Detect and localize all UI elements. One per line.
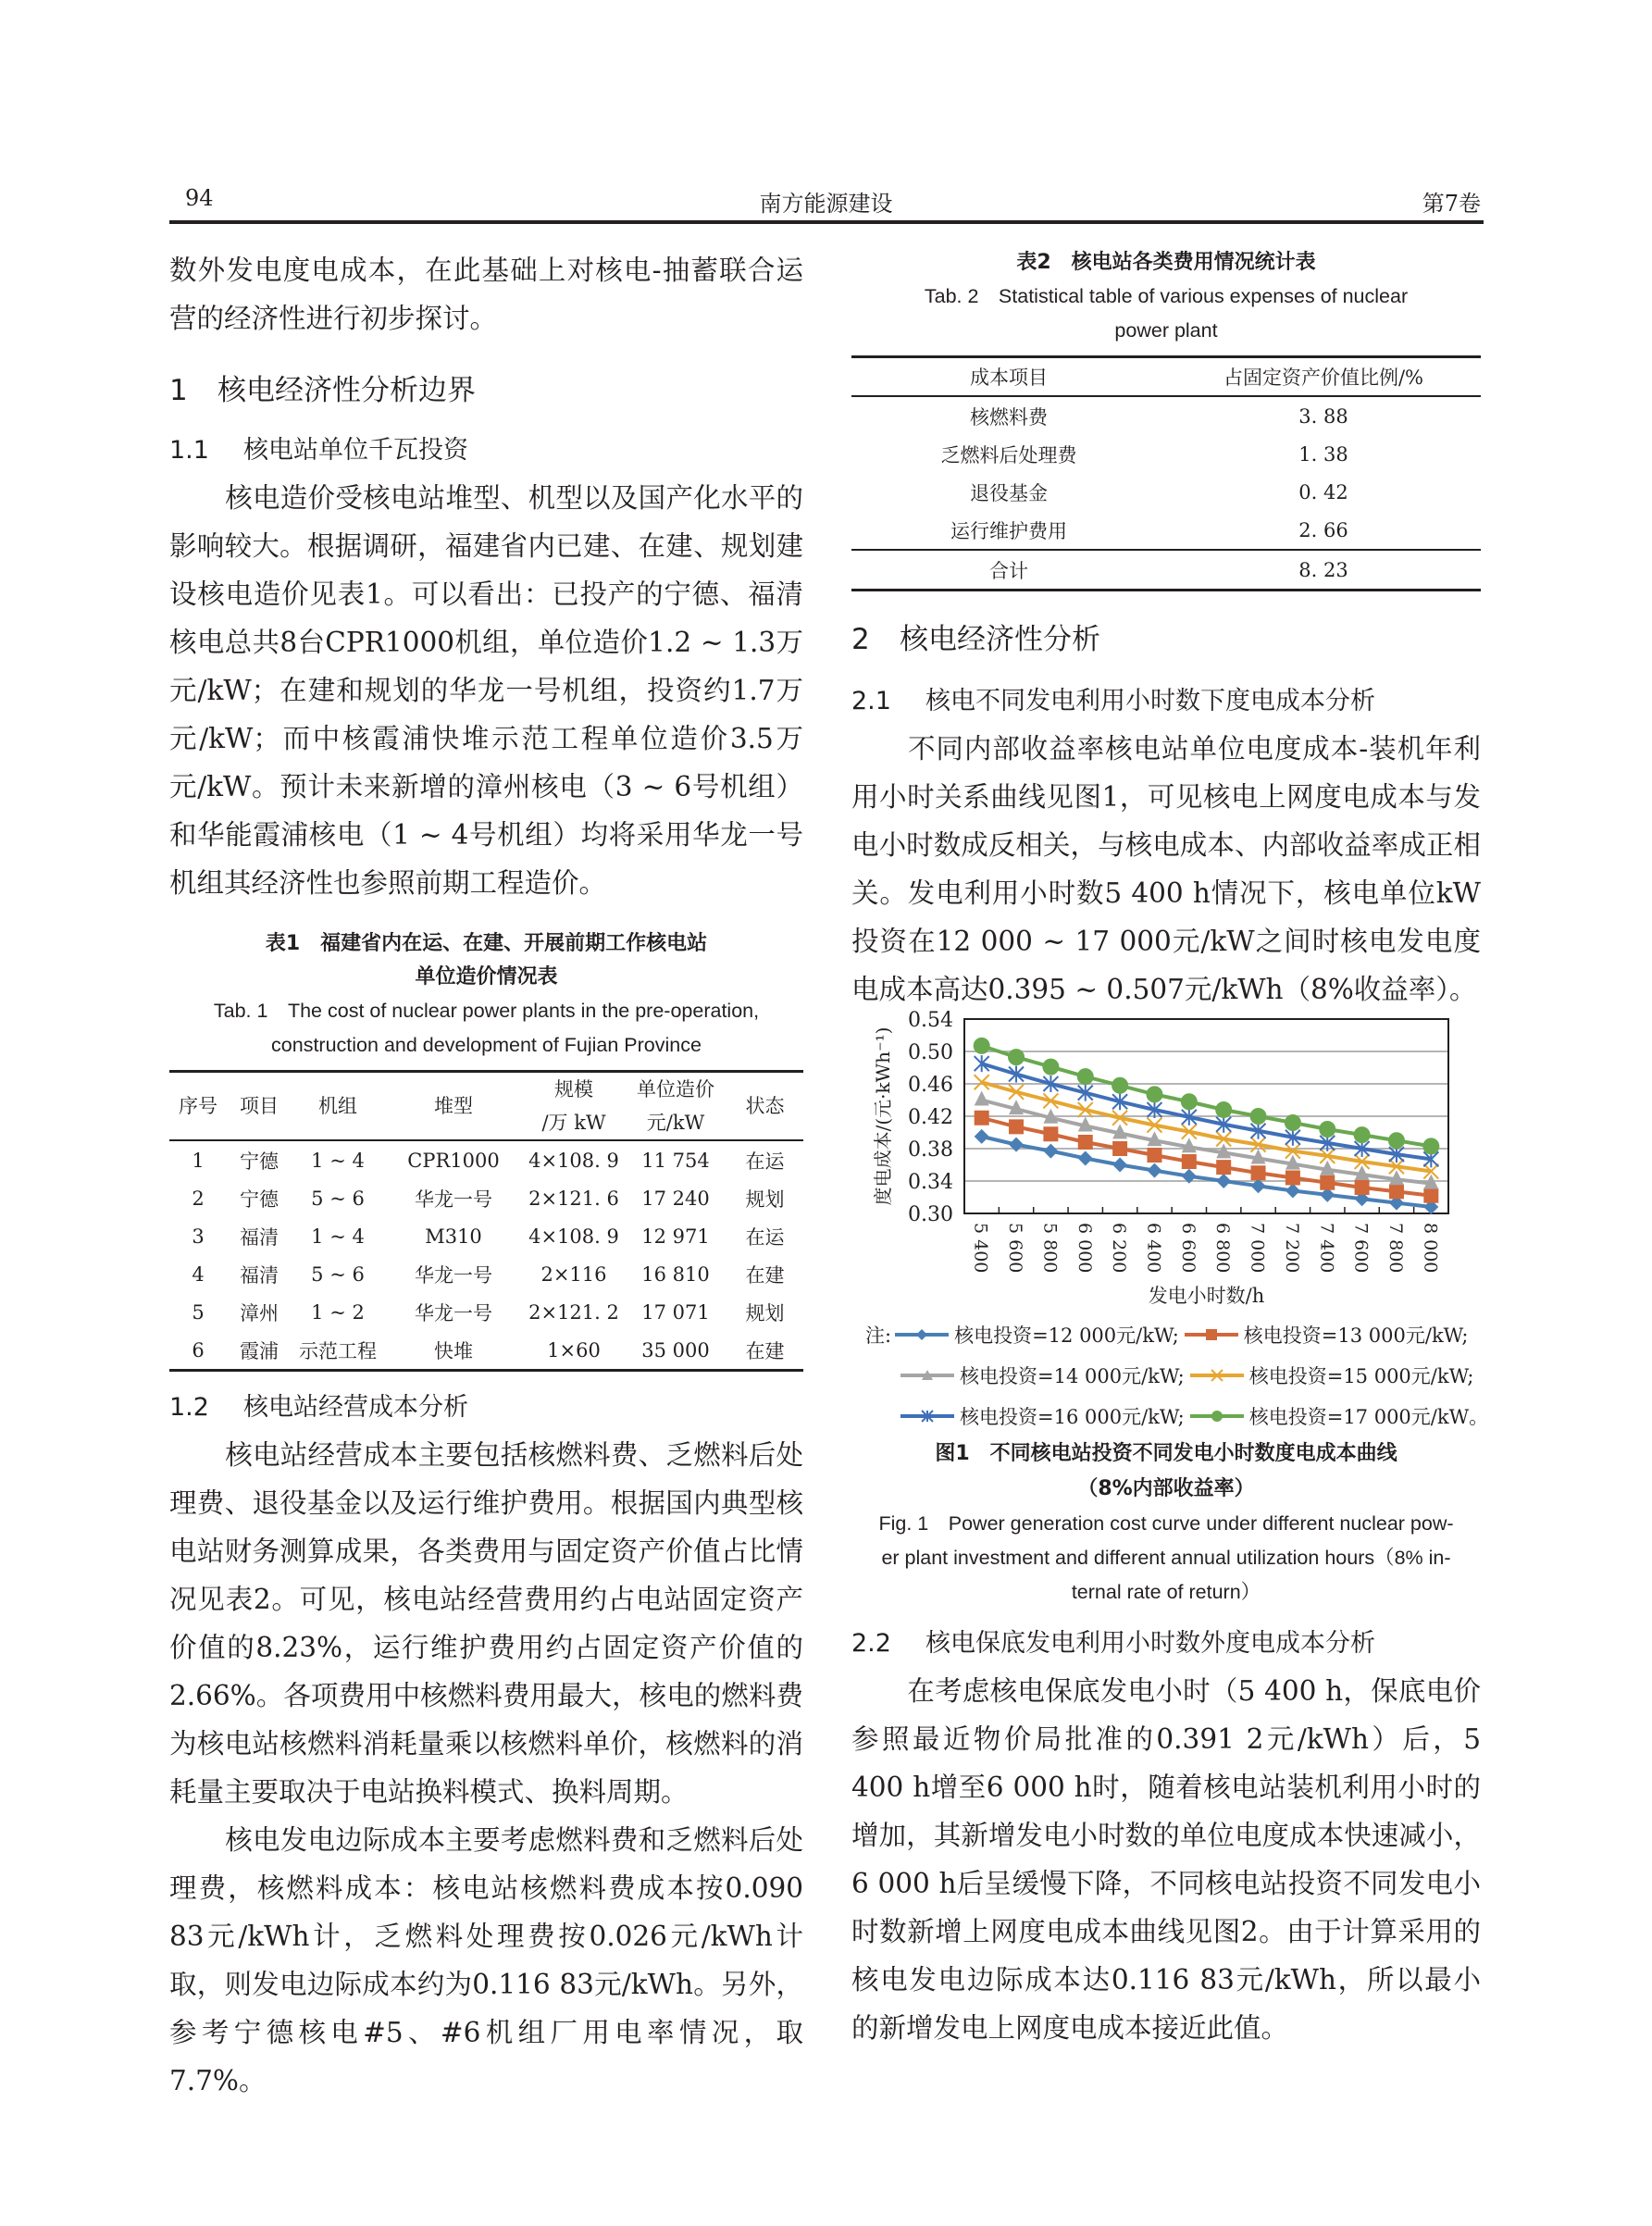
section-title: 核电保底发电利用小时数外度电成本分析 bbox=[925, 1629, 1375, 1658]
cell-units: 5 ~ 6 bbox=[311, 1262, 365, 1286]
table2-caption-en-line1: Tab. 2 Statistical table of various expenses of nuclear bbox=[924, 285, 1409, 307]
cell-ratio: 1. 38 bbox=[1298, 442, 1348, 466]
section-2-2-heading bbox=[851, 1621, 1481, 1667]
section-number: 1.2 bbox=[169, 1393, 209, 1422]
cell-ratio: 0. 42 bbox=[1298, 480, 1348, 504]
section-number: 2.1 bbox=[851, 687, 891, 715]
y-tick-label: 0.34 bbox=[908, 1171, 953, 1194]
cell-reactor: 快堆 bbox=[434, 1339, 473, 1362]
data-point bbox=[1077, 1068, 1094, 1085]
data-point bbox=[1251, 1165, 1266, 1180]
legend-label: 核电投资=16 000元/kW; bbox=[960, 1406, 1185, 1428]
cell-no: 2 bbox=[192, 1187, 205, 1210]
col-header-status: 状态 bbox=[727, 1072, 803, 1141]
line-chart bbox=[865, 1000, 1467, 1314]
x-tick-label: 6 600 bbox=[1177, 1223, 1199, 1274]
data-point bbox=[1147, 1148, 1161, 1163]
data-point bbox=[975, 1091, 989, 1106]
cell-no: 3 bbox=[192, 1225, 205, 1248]
data-point bbox=[1216, 1174, 1231, 1188]
x-tick-label: 6 400 bbox=[1143, 1223, 1164, 1274]
cell-project: 福清 bbox=[240, 1225, 279, 1249]
section-1-1-heading bbox=[169, 428, 803, 474]
data-point bbox=[1422, 1138, 1439, 1154]
table-row bbox=[851, 396, 1481, 435]
cell-units: 示范工程 bbox=[299, 1339, 377, 1362]
data-point bbox=[1354, 1126, 1371, 1143]
cell-units: 1 ~ 4 bbox=[311, 1225, 365, 1248]
y-tick-label: 0.30 bbox=[908, 1203, 953, 1226]
section-number: 2.2 bbox=[851, 1629, 891, 1658]
cell-project: 宁德 bbox=[240, 1188, 279, 1211]
cell-reactor: CPR1000 bbox=[407, 1149, 500, 1172]
figure1-caption-en-line2: er plant investment and different annual utilization hours（8% in- bbox=[881, 1547, 1451, 1569]
data-point bbox=[975, 1111, 989, 1125]
cell-item: 运行维护费用 bbox=[950, 519, 1067, 542]
x-tick-label: 5 800 bbox=[1039, 1223, 1061, 1274]
volume-label: 第7卷 bbox=[1422, 191, 1481, 217]
table1-caption-en-line1: Tab. 1 The cost of nuclear power plants in the pre-operation, bbox=[213, 1000, 760, 1022]
table-row bbox=[169, 1255, 803, 1293]
data-point bbox=[1423, 1188, 1438, 1203]
table-row bbox=[169, 1179, 803, 1217]
cell-scale: 4×108. 9 bbox=[528, 1149, 619, 1172]
cell-total-item: 合计 bbox=[851, 550, 1166, 591]
y-tick-label: 0.46 bbox=[908, 1074, 953, 1097]
table2-caption-en-line2: power plant bbox=[1114, 319, 1218, 342]
cell-ratio: 2. 66 bbox=[1298, 518, 1348, 541]
x-tick-label: 8 000 bbox=[1420, 1223, 1441, 1274]
cell-scale: 2×116 bbox=[540, 1262, 607, 1286]
y-tick-label: 0.42 bbox=[908, 1106, 953, 1129]
right-column-bottom bbox=[851, 1436, 1481, 2052]
header-line: /万 kW bbox=[541, 1112, 606, 1134]
data-point bbox=[1147, 1163, 1161, 1178]
cell-price: 35 000 bbox=[641, 1338, 710, 1362]
cell-reactor: 华龙一号 bbox=[415, 1263, 492, 1287]
data-point bbox=[1182, 1154, 1197, 1169]
figure1-caption-cn-line2: （8%内部收益率） bbox=[1077, 1477, 1255, 1500]
legend-swatch-square-icon bbox=[1183, 1325, 1240, 1344]
cell-price: 16 810 bbox=[641, 1262, 710, 1286]
cell-price: 17 240 bbox=[641, 1187, 710, 1210]
figure1-caption-en-line3: ternal rate of return） bbox=[1071, 1581, 1261, 1603]
header-rule bbox=[169, 220, 1484, 224]
legend-swatch-diamond-icon bbox=[893, 1325, 950, 1344]
data-point bbox=[1043, 1144, 1058, 1159]
page-number: 94 bbox=[185, 185, 214, 211]
paragraph-4 bbox=[851, 725, 1481, 1014]
y-tick-label: 0.50 bbox=[908, 1041, 953, 1064]
cell-reactor: M310 bbox=[425, 1225, 482, 1248]
x-tick-label: 7 800 bbox=[1385, 1223, 1406, 1274]
x-tick-label: 7 200 bbox=[1281, 1223, 1302, 1274]
x-tick-label: 6 800 bbox=[1212, 1223, 1234, 1274]
left-column bbox=[169, 246, 803, 2105]
header-line: 元/kW bbox=[646, 1112, 705, 1134]
section-title: 核电不同发电利用小时数下度电成本分析 bbox=[925, 687, 1375, 715]
section-2-heading bbox=[851, 612, 1481, 667]
cell-project: 漳州 bbox=[240, 1301, 279, 1324]
paragraph-text: 核电发电边际成本主要考虑燃料费和乏燃料后处理费，核燃料成本：核电站核燃料费成本按0.090 83元/kWh计，乏燃料处理费按0.026元/kWh计取，则发电边际成本约为0.116 83元/kWh。另外，参考宁德核电#5、#6机组厂用电率情况，取7.7%。 bbox=[169, 1824, 803, 2096]
table-row bbox=[169, 1140, 803, 1179]
section-number: 1 bbox=[169, 374, 188, 407]
cell-status: 规划 bbox=[745, 1301, 785, 1324]
data-point bbox=[1286, 1171, 1300, 1186]
figure1-caption-en-line1: Fig. 1 Power generation cost curve under different nuclear pow- bbox=[878, 1512, 1454, 1535]
intro-paragraph: 数外发电度电成本，在此基础上对核电-抽蓄联合运营的经济性进行初步探讨。 bbox=[169, 255, 803, 334]
legend-prefix: 注: bbox=[865, 1324, 892, 1347]
table-total-row bbox=[851, 550, 1481, 591]
data-point bbox=[1215, 1101, 1232, 1118]
section-title: 核电站单位千瓦投资 bbox=[243, 436, 468, 465]
cell-reactor: 华龙一号 bbox=[415, 1188, 492, 1211]
legend-item bbox=[899, 1362, 1185, 1389]
data-point bbox=[1078, 1151, 1093, 1166]
cell-ratio: 3. 88 bbox=[1298, 404, 1348, 428]
table-row bbox=[169, 1293, 803, 1331]
legend-swatch-x-icon bbox=[1188, 1366, 1246, 1385]
data-point bbox=[1078, 1135, 1093, 1150]
cell-project: 宁德 bbox=[240, 1150, 279, 1173]
legend-label: 核电投资=13 000元/kW; bbox=[1243, 1324, 1469, 1347]
data-point bbox=[1285, 1114, 1301, 1131]
col-header-ratio: 占固定资产价值比例/% bbox=[1166, 357, 1481, 397]
section-title: 核电经济性分析 bbox=[900, 623, 1100, 656]
header-line: 规模 bbox=[554, 1078, 593, 1101]
cell-no: 1 bbox=[192, 1149, 205, 1172]
col-header-price bbox=[625, 1072, 727, 1141]
cell-status: 在运 bbox=[745, 1150, 785, 1173]
legend-swatch-triangle-icon bbox=[899, 1366, 956, 1385]
table1-caption-cn-line1: 表1 福建省内在运、在建、开展前期工作核电站 bbox=[265, 932, 708, 955]
paragraph-text: 在考虑核电保底发电小时（5 400 h，保底电价参照最近物价局批准的0.391 2元/kWh）后，5 400 h增至6 000 h时，随着核电站装机利用小时的增加，其新增发电小时数的单位电度成本快速减小，6 000 h后呈缓慢下降，不同核电站投资不同发电小时数新增上网度电成本曲线见图2。由于计算采用的核电发电边际成本达0.116 83元/kWh，所以最小的新增发电上网度电成本接近此值。 bbox=[851, 1675, 1481, 2044]
data-point bbox=[1388, 1132, 1405, 1149]
y-tick-label: 0.54 bbox=[908, 1009, 953, 1032]
y-tick-label: 0.38 bbox=[908, 1138, 953, 1162]
cell-status: 在建 bbox=[745, 1339, 785, 1362]
cell-scale: 1×60 bbox=[547, 1338, 601, 1362]
data-point bbox=[975, 1129, 989, 1144]
x-tick-label: 5 400 bbox=[970, 1223, 991, 1274]
x-tick-label: 7 600 bbox=[1350, 1223, 1372, 1274]
data-point bbox=[1250, 1108, 1267, 1125]
cell-scale: 2×121. 6 bbox=[528, 1187, 619, 1210]
data-point bbox=[1009, 1138, 1024, 1152]
data-point bbox=[1389, 1184, 1404, 1199]
table-row bbox=[851, 511, 1481, 550]
section-1-2-heading bbox=[169, 1385, 803, 1431]
paragraph-text: 不同内部收益率核电站单位电度成本-装机年利用小时关系曲线见图1，可见核电上网度电成本与发电小时数成反相关，与核电成本、内部收益率成正相关。发电利用小时数5 400 h情况下，核电单位kW投资在12 000 ~ 17 000元/kW之间时核电发电度电成本高达0.395 ~ 0.507元/kWh（8%收益率）。 bbox=[851, 733, 1481, 1005]
section-2-1-heading bbox=[851, 678, 1481, 725]
section-number: 2 bbox=[851, 623, 870, 656]
cell-total-ratio: 8. 23 bbox=[1166, 550, 1481, 591]
cell-price: 12 971 bbox=[641, 1225, 710, 1248]
cell-price: 17 071 bbox=[641, 1300, 710, 1324]
cell-units: 5 ~ 6 bbox=[311, 1187, 365, 1210]
data-point bbox=[1319, 1121, 1335, 1138]
table-row bbox=[169, 1217, 803, 1255]
table2-caption-cn: 表2 核电站各类费用情况统计表 bbox=[1016, 251, 1316, 274]
data-point bbox=[1181, 1093, 1198, 1110]
legend-item bbox=[1188, 1402, 1488, 1430]
data-point bbox=[1216, 1160, 1231, 1175]
legend-label: 核电投资=17 000元/kW。 bbox=[1248, 1406, 1489, 1428]
header-line: 单位造价 bbox=[637, 1078, 714, 1101]
col-header-project: 项目 bbox=[227, 1072, 292, 1141]
series-line-4 bbox=[982, 1063, 1432, 1159]
data-point bbox=[1042, 1059, 1059, 1076]
legend-item bbox=[899, 1402, 1185, 1430]
cell-reactor: 华龙一号 bbox=[415, 1301, 492, 1324]
table-2 bbox=[851, 355, 1481, 591]
paragraph-3 bbox=[169, 1816, 803, 2105]
col-header-scale bbox=[523, 1072, 625, 1141]
col-header-reactor: 堆型 bbox=[384, 1072, 523, 1141]
data-point bbox=[974, 1038, 990, 1054]
x-tick-label: 6 000 bbox=[1074, 1223, 1095, 1274]
legend-item bbox=[893, 1321, 1179, 1349]
section-title: 核电经济性分析边界 bbox=[217, 374, 476, 407]
x-tick-label: 6 200 bbox=[1109, 1223, 1130, 1274]
cell-units: 1 ~ 2 bbox=[311, 1300, 365, 1324]
cell-no: 4 bbox=[192, 1262, 205, 1286]
data-point bbox=[1146, 1086, 1162, 1102]
cell-no: 6 bbox=[192, 1338, 205, 1362]
legend-label: 核电投资=15 000元/kW; bbox=[1248, 1365, 1474, 1387]
table-row bbox=[169, 1331, 803, 1371]
paragraph-1 bbox=[169, 474, 803, 907]
table1-caption-en-line2: construction and development of Fujian Province bbox=[271, 1034, 702, 1056]
cell-item: 核燃料费 bbox=[970, 405, 1048, 429]
cell-scale: 2×121. 2 bbox=[528, 1300, 619, 1324]
chart-legend bbox=[865, 1314, 1495, 1436]
table-row bbox=[851, 473, 1481, 511]
cell-item: 乏燃料后处理费 bbox=[940, 443, 1077, 466]
legend-item bbox=[1188, 1362, 1474, 1389]
col-header-item: 成本项目 bbox=[851, 357, 1166, 397]
legend-swatch-circle-icon bbox=[1188, 1407, 1246, 1425]
data-point bbox=[1112, 1158, 1127, 1173]
data-point bbox=[1355, 1180, 1370, 1195]
col-header-units: 机组 bbox=[292, 1072, 384, 1141]
figure1-caption-cn-line1: 图1 不同核电站投资不同发电小时数度电成本曲线 bbox=[935, 1442, 1397, 1465]
data-point bbox=[1112, 1077, 1128, 1094]
table1-caption-cn-line2: 单位造价情况表 bbox=[415, 965, 558, 989]
legend-label: 核电投资=12 000元/kW; bbox=[954, 1324, 1179, 1347]
paragraph-2 bbox=[169, 1431, 803, 1816]
cell-no: 5 bbox=[192, 1300, 205, 1324]
cell-project: 福清 bbox=[240, 1263, 279, 1287]
legend-item bbox=[1183, 1321, 1469, 1349]
table-1 bbox=[169, 1070, 803, 1372]
x-tick-label: 7 000 bbox=[1247, 1223, 1268, 1274]
journal-name: 南方能源建设 bbox=[759, 191, 893, 217]
legend-label: 核电投资=14 000元/kW; bbox=[960, 1365, 1185, 1387]
col-header-no: 序号 bbox=[169, 1072, 227, 1141]
paragraph-text: 核电造价受核电站堆型、机型以及国产化水平的影响较大。根据调研，福建省内已建、在建、规划建设核电造价见表1。可以看出：已投产的宁德、福清核电总共8台CPR1000机组，单位造价1.2 ~ 1.3万元/kW；在建和规划的华龙一号机组，投资约1.7万元/kW；而中核霞浦快堆示范工程单位造价3.5万元/kW。预计未来新增的漳州核电（3 ~ 6号机组）和华能霞浦核电（1 ~ 4号机组）均将采用华龙一号机组其经济性也参照前期工程造价。 bbox=[169, 482, 803, 899]
data-point bbox=[1112, 1141, 1127, 1156]
cell-scale: 4×108. 9 bbox=[528, 1225, 619, 1248]
section-title: 核电站经营成本分析 bbox=[243, 1393, 468, 1422]
cell-project: 霞浦 bbox=[240, 1339, 279, 1362]
cell-status: 在建 bbox=[745, 1263, 785, 1287]
x-tick-label: 5 600 bbox=[1005, 1223, 1026, 1274]
data-point bbox=[1320, 1175, 1335, 1190]
legend-swatch-star-icon bbox=[899, 1407, 956, 1425]
cell-units: 1 ~ 4 bbox=[311, 1149, 365, 1172]
cell-status: 规划 bbox=[745, 1188, 785, 1211]
paragraph-5 bbox=[851, 1667, 1481, 2052]
data-point bbox=[1008, 1049, 1025, 1065]
x-tick-label: 7 400 bbox=[1316, 1223, 1337, 1274]
cell-price: 11 754 bbox=[641, 1149, 710, 1172]
figure-1-chart bbox=[865, 1000, 1467, 1314]
table-row bbox=[851, 435, 1481, 473]
data-point bbox=[1009, 1119, 1024, 1134]
data-point bbox=[1043, 1126, 1058, 1141]
section-number: 1.1 bbox=[169, 436, 209, 465]
x-axis-label: 发电小时数/h bbox=[1148, 1285, 1265, 1307]
right-column-top bbox=[851, 246, 1481, 1014]
data-point bbox=[1286, 1184, 1300, 1199]
section-1-heading bbox=[169, 363, 803, 418]
y-axis-label: 度电成本/(元·kWh⁻¹) bbox=[872, 1026, 894, 1206]
paragraph-text: 核电站经营成本主要包括核燃料费、乏燃料后处理费、退役基金以及运行维护费用。根据国内典型核电站财务测算成果，各类费用与固定资产价值占比情况见表2。可见，核电站经营费用约占电站固定资产价值的8.23%，运行维护费用约占固定资产价值的2.66%。各项费用中核燃料费用最大，核电的燃料费为核电站核燃料消耗量乘以核燃料单价，核燃料的消耗量主要取决于电站换料模式、换料周期。 bbox=[169, 1439, 803, 1808]
cell-item: 退役基金 bbox=[970, 481, 1048, 504]
cell-status: 在运 bbox=[745, 1225, 785, 1249]
